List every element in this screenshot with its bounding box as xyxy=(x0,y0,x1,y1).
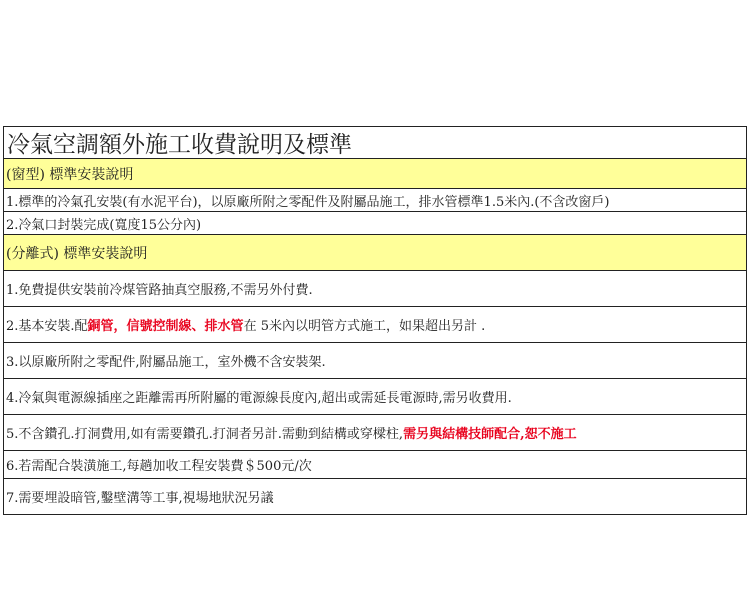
split-item-5-prefix: 5.不含鑽孔.打洞費用,如有需要鑽孔.打洞者另計.需動到結構或穿樑柱, xyxy=(6,427,404,442)
split-item-2-suffix: 在 5米內以明管方式施工，如果超出另計 . xyxy=(243,319,486,334)
split-item-3: 3.以原廠所附之零配件,附屬品施工，室外機不含安裝架. xyxy=(4,342,746,378)
split-item-5 xyxy=(4,414,746,450)
split-item-2-emphasis: 銅管，信號控制線、排水管 xyxy=(87,319,244,334)
split-item-2 xyxy=(4,306,746,342)
split-item-7: 7.需要埋設暗管,鑿壁溝等工事,視場地狀況另議 xyxy=(4,478,746,514)
split-section-header: (分離式) 標準安裝說明 xyxy=(4,234,746,270)
split-item-2-prefix: 2.基本安裝.配 xyxy=(6,319,88,334)
split-item-4: 4.冷氣與電源線插座之距離需再所附屬的電源線長度內,超出或需延長電源時,需另收費用. xyxy=(4,378,746,414)
window-item-1: 1.標準的冷氣孔安裝(有水泥平台)，以原廠所附之零配件及附屬品施工，排水管標準1.5米內.(不含改窗戶) xyxy=(4,188,746,211)
split-item-1: 1.免費提供安裝前冷煤管路抽真空服務,不需另外付費. xyxy=(4,270,746,306)
split-item-5-emphasis: 需另與結構技師配合,恕不施工 xyxy=(403,427,577,442)
installation-fee-table xyxy=(3,126,747,515)
window-item-2: 2.冷氣口封裝完成(寬度15公分內) xyxy=(4,211,746,234)
split-item-6: 6.若需配合裝潢施工,每趟加收工程安裝費＄500元/次 xyxy=(4,450,746,478)
window-section-header: (窗型) 標準安裝說明 xyxy=(4,158,746,188)
page-title: 冷氣空調額外施工收費說明及標準 xyxy=(7,132,352,158)
